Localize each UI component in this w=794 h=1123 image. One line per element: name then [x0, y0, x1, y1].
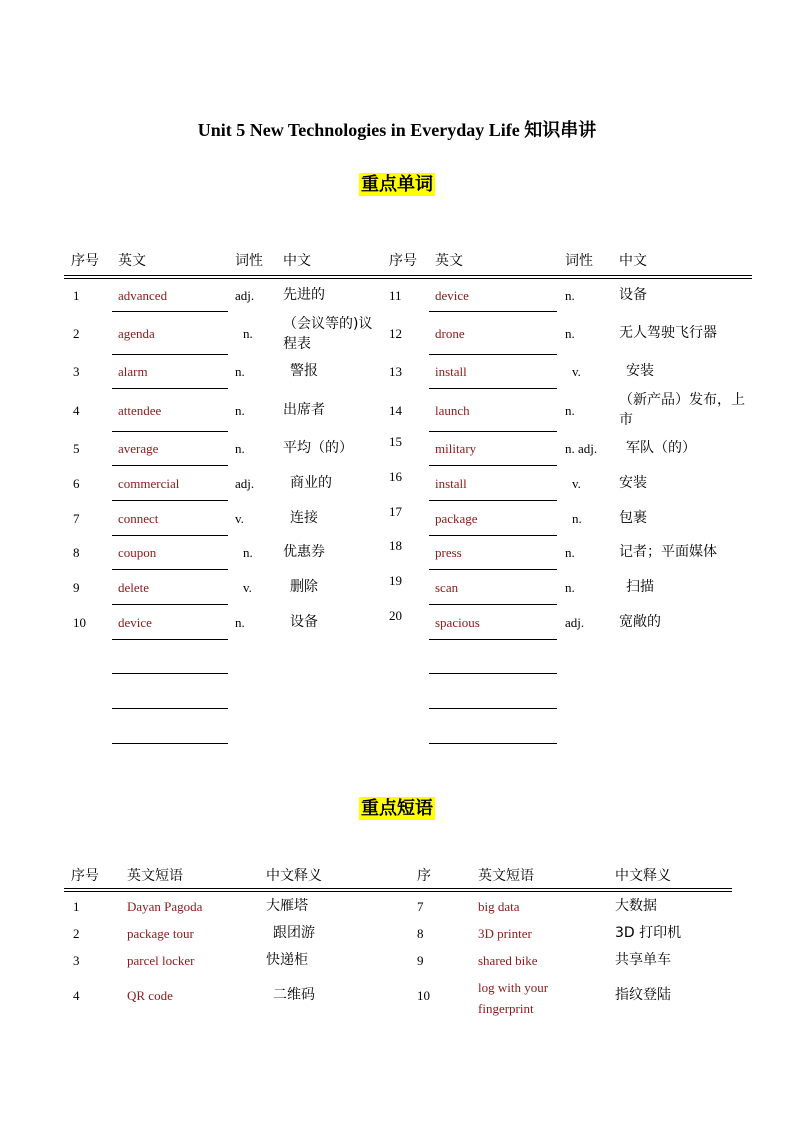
word-en: agenda — [118, 326, 155, 341]
word-pos: n. — [565, 580, 575, 595]
word-en: spacious — [435, 615, 480, 630]
answer-line — [429, 388, 557, 389]
word-pos: n. — [235, 403, 245, 418]
word-no: 16 — [389, 469, 402, 484]
header-zh-left: 中文 — [283, 253, 311, 269]
answer-line — [429, 604, 557, 605]
phrase-en: QR code — [127, 988, 173, 1003]
word-en: alarm — [118, 364, 148, 379]
phrase-header-en-right: 英文短语 — [478, 868, 534, 884]
phrase-zh: 共享单车 — [615, 952, 671, 968]
phrase-en: log with your fingerprint — [478, 980, 549, 1016]
word-pos: n. — [565, 288, 575, 303]
word-en: launch — [435, 403, 470, 418]
answer-line — [429, 569, 557, 570]
word-pos: v. — [235, 511, 244, 526]
answer-line — [112, 465, 228, 466]
phrase-zh: 跟团游 — [273, 925, 315, 941]
answer-line — [112, 673, 228, 674]
section-title-words: 重点单词 — [361, 174, 433, 195]
answer-line — [112, 354, 228, 355]
word-zh: 安装 — [626, 363, 654, 379]
word-en: connect — [118, 511, 159, 526]
word-zh: 先进的 — [283, 287, 325, 303]
word-en: device — [118, 615, 152, 630]
word-en: press — [435, 545, 462, 560]
word-en: attendee — [118, 403, 162, 418]
word-pos: n. adj. — [565, 441, 598, 456]
section-heading-phrases — [0, 794, 794, 820]
word-no: 2 — [73, 326, 80, 341]
answer-line — [112, 500, 228, 501]
phrase-no: 7 — [417, 899, 424, 914]
word-pos: n. — [565, 326, 575, 341]
word-zh: 扫描 — [626, 579, 654, 595]
phrase-en: 3D printer — [478, 926, 532, 941]
word-zh: 记者；平面媒体 — [619, 544, 717, 560]
word-no: 15 — [389, 434, 402, 449]
answer-line — [429, 354, 557, 355]
word-en: device — [435, 288, 469, 303]
word-pos: v. — [572, 364, 581, 379]
word-no: 20 — [389, 608, 402, 623]
word-no: 4 — [73, 403, 80, 418]
word-en: scan — [435, 580, 459, 595]
word-pos: n. — [235, 615, 245, 630]
word-pos: adj. — [235, 476, 255, 491]
word-zh: 无人驾驶飞行器 — [619, 325, 717, 341]
word-en: install — [435, 364, 467, 379]
phrase-no: 9 — [417, 953, 424, 968]
header-en-left: 英文 — [118, 253, 146, 269]
answer-line — [112, 708, 228, 709]
phrase-en: Dayan Pagoda — [127, 899, 203, 914]
phrase-header-no-left: 序号 — [71, 868, 99, 884]
phrase-zh: 指纹登陆 — [615, 987, 671, 1003]
word-no: 3 — [73, 364, 80, 379]
word-no: 9 — [73, 580, 80, 595]
phrase-en: parcel locker — [127, 953, 195, 968]
section-title-phrases: 重点短语 — [361, 798, 433, 819]
word-no: 19 — [389, 573, 402, 588]
answer-line — [112, 311, 228, 312]
answer-line — [429, 535, 557, 536]
answer-line — [429, 500, 557, 501]
word-zh: 包裹 — [619, 510, 647, 526]
word-en: package — [435, 511, 478, 526]
header-zh-right: 中文 — [619, 253, 647, 269]
phrase-header-en-left: 英文短语 — [127, 868, 183, 884]
header-pos-left: 词性 — [235, 253, 263, 269]
word-zh: 设备 — [619, 287, 647, 303]
word-no: 18 — [389, 538, 402, 553]
header-en-right: 英文 — [435, 253, 463, 269]
answer-line — [429, 465, 557, 466]
word-no: 8 — [73, 545, 80, 560]
header-no-right: 序号 — [389, 253, 417, 269]
word-zh: 出席者 — [283, 402, 325, 418]
word-pos: v. — [572, 476, 581, 491]
word-pos: n. — [572, 511, 582, 526]
word-no: 6 — [73, 476, 80, 491]
word-en: delete — [118, 580, 150, 595]
word-en: advanced — [118, 288, 168, 303]
word-no: 13 — [389, 364, 402, 379]
phrase-en: big data — [478, 899, 520, 914]
phrase-header-rule — [64, 888, 732, 892]
word-pos: adj. — [565, 615, 585, 630]
word-zh: 连接 — [290, 510, 318, 526]
phrase-zh: 大数据 — [615, 898, 657, 914]
answer-line — [112, 535, 228, 536]
word-no: 1 — [73, 288, 80, 303]
word-pos: n. — [565, 545, 575, 560]
phrase-no: 1 — [73, 899, 80, 914]
word-no: 11 — [389, 288, 402, 303]
word-pos: v. — [243, 580, 252, 595]
phrase-no: 10 — [417, 988, 430, 1003]
word-zh: 军队（的） — [626, 440, 696, 456]
answer-line — [429, 673, 557, 674]
answer-line — [429, 708, 557, 709]
phrase-zh: 二维码 — [273, 987, 315, 1003]
answer-line — [112, 639, 228, 640]
answer-line — [112, 743, 228, 744]
word-pos: n. — [243, 326, 253, 341]
word-en: commercial — [118, 476, 180, 491]
word-pos: n. — [235, 364, 245, 379]
word-no: 7 — [73, 511, 80, 526]
word-zh: （会议等的)议程表 — [283, 316, 373, 352]
phrase-zh: 快递柜 — [266, 952, 308, 968]
phrase-header-no-right: 序 — [417, 868, 431, 884]
phrase-zh: 大雁塔 — [266, 898, 308, 914]
word-en: military — [435, 441, 477, 456]
word-pos: adj. — [235, 288, 255, 303]
word-zh: （新产品）发布，上市 — [619, 392, 745, 428]
phrase-no: 2 — [73, 926, 80, 941]
word-en: average — [118, 441, 159, 456]
page-title: Unit 5 New Technologies in Everyday Life 知识串讲 — [197, 120, 597, 140]
word-en: install — [435, 476, 467, 491]
answer-line — [429, 639, 557, 640]
word-zh: 安装 — [619, 475, 647, 491]
answer-line — [112, 388, 228, 389]
word-zh: 设备 — [290, 614, 318, 630]
word-en: coupon — [118, 545, 157, 560]
word-no: 17 — [389, 504, 402, 519]
phrase-zh: 3D 打印机 — [615, 925, 682, 941]
header-no-left: 序号 — [71, 253, 99, 269]
header-pos-right: 词性 — [565, 253, 593, 269]
phrase-en: package tour — [127, 926, 194, 941]
phrase-no: 3 — [73, 953, 80, 968]
word-zh: 宽敞的 — [619, 614, 661, 630]
phrase-header-zh-left: 中文释义 — [266, 868, 322, 884]
word-no: 12 — [389, 326, 402, 341]
word-zh: 警报 — [290, 363, 318, 379]
word-no: 10 — [73, 615, 86, 630]
phrase-no: 4 — [73, 988, 80, 1003]
word-zh: 平均（的） — [283, 440, 353, 456]
word-pos: n. — [243, 545, 253, 560]
word-pos: n. — [565, 403, 575, 418]
word-no: 5 — [73, 441, 80, 456]
answer-line — [429, 311, 557, 312]
phrase-no: 8 — [417, 926, 424, 941]
word-pos: n. — [235, 441, 245, 456]
answer-line — [112, 604, 228, 605]
word-zh: 删除 — [290, 579, 318, 595]
word-zh: 优惠券 — [283, 544, 325, 560]
word-zh: 商业的 — [290, 475, 332, 491]
answer-line — [112, 569, 228, 570]
phrase-en: shared bike — [478, 953, 538, 968]
word-no: 14 — [389, 403, 402, 418]
header-rule — [64, 275, 752, 279]
answer-line — [429, 743, 557, 744]
phrase-header-zh-right: 中文释义 — [615, 868, 671, 884]
word-en: drone — [435, 326, 465, 341]
answer-line — [112, 431, 228, 432]
section-heading-words — [0, 170, 794, 196]
answer-line — [429, 431, 557, 432]
